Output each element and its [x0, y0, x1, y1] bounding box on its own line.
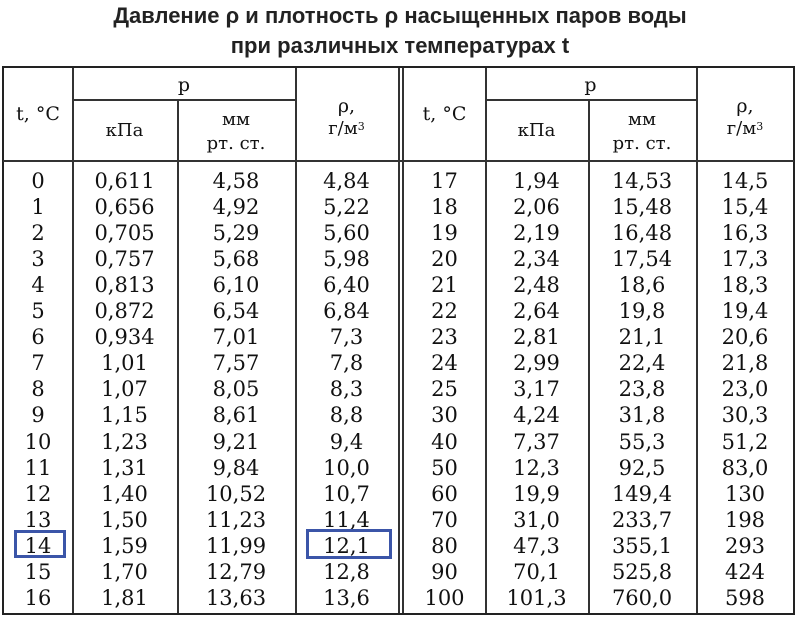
- table-cell: 22: [431, 299, 458, 324]
- table-cell: 8,05: [212, 377, 260, 402]
- table-cell: 10,52: [205, 481, 267, 506]
- table-cell: 15: [24, 559, 52, 584]
- table-cell: 1,15: [101, 403, 148, 428]
- table-cell: 2: [31, 221, 45, 246]
- table-cell: 12,1: [323, 533, 370, 558]
- table-cell: 12,79: [205, 559, 267, 584]
- table-cell: 12,8: [323, 559, 370, 584]
- table-cell: 7,01: [212, 325, 260, 350]
- table-cell: 1,07: [101, 377, 148, 402]
- table-cell: 2,81: [513, 325, 560, 350]
- header-mm-unit-right: рт. ст.: [612, 133, 672, 154]
- table-cell: 30,3: [721, 403, 769, 428]
- table-cell: 0,872: [94, 299, 155, 324]
- table-title-line1: Давление ρ и плотность ρ насыщенных паров воды: [113, 3, 687, 28]
- table-cell: 6: [31, 325, 45, 350]
- table-cell: 10,7: [323, 481, 370, 506]
- table-cell: 21,8: [721, 351, 769, 376]
- table-cell: 14,5: [721, 169, 769, 193]
- table-cell: 6,10: [212, 273, 260, 298]
- table-cell: 92,5: [618, 455, 666, 480]
- table-cell: 19,9: [513, 481, 560, 506]
- header-kpa: кПа: [105, 120, 144, 141]
- table-cell: 1,81: [101, 585, 148, 610]
- table-cell: 51,2: [721, 429, 769, 454]
- header-mm: мм: [221, 109, 250, 130]
- table-cell: 19,8: [618, 299, 666, 324]
- table-cell: 16,48: [611, 221, 673, 246]
- table-cell: 4,24: [513, 403, 560, 428]
- table-cell: 424: [724, 559, 766, 584]
- table-cell: 19,4: [721, 299, 769, 324]
- table-cell: 23,8: [618, 377, 666, 402]
- table-cell: 8,8: [329, 403, 364, 428]
- table-cell: 5,98: [323, 247, 370, 272]
- table-cell: 0,705: [94, 221, 155, 246]
- header-mm-unit: рт. ст.: [206, 133, 266, 154]
- table-cell: 0,813: [94, 273, 155, 298]
- table-cell: 8: [31, 377, 45, 402]
- table-cell: 2,06: [513, 195, 560, 220]
- table-cell: 80: [431, 533, 458, 558]
- table-cell: 70: [431, 507, 458, 532]
- table-cell: 760,0: [611, 585, 673, 610]
- header-t-right: t, °C: [422, 103, 467, 125]
- table-cell: 20,6: [721, 325, 769, 350]
- table-cell: 55,3: [618, 429, 666, 454]
- table-cell: 18: [431, 195, 458, 220]
- table-cell: 1,40: [101, 481, 148, 506]
- table-cell: 525,8: [611, 559, 673, 584]
- table-cell: 355,1: [611, 533, 673, 558]
- table-cell: 0,611: [94, 169, 155, 193]
- table-cell: 17,3: [721, 247, 769, 272]
- table-cell: 3,17: [513, 377, 560, 402]
- table-cell: 15,48: [611, 195, 673, 220]
- table-cell: 15,4: [721, 195, 769, 220]
- table-cell: 100: [424, 585, 465, 610]
- table-cell: 5,68: [212, 247, 260, 272]
- table-cell: 17,54: [611, 247, 673, 272]
- table-cell: 83,0: [721, 455, 769, 480]
- table-cell: 13: [24, 507, 52, 532]
- divider: [485, 99, 697, 101]
- table-cell: 23,0: [721, 377, 769, 402]
- table-cell: 50: [431, 455, 458, 480]
- table-cell: 5: [31, 299, 45, 324]
- table-cell: 21,1: [618, 325, 666, 350]
- table-cell: 101,3: [506, 585, 567, 610]
- table-cell: 6,54: [212, 299, 260, 324]
- table-cell: 21: [431, 273, 458, 298]
- table-cell: 19: [431, 221, 458, 246]
- table-cell: 6,84: [323, 299, 370, 324]
- table-cell: 3: [31, 247, 45, 272]
- table-cell: 0,934: [94, 325, 155, 350]
- table-cell: 293: [724, 533, 766, 558]
- table-cell: 7,57: [212, 351, 260, 376]
- divider: [72, 99, 296, 101]
- table-cell: 10,0: [323, 455, 370, 480]
- table-cell: 5,60: [323, 221, 370, 246]
- header-rho-unit: $г/м^3$: [328, 118, 365, 139]
- table-cell: 6,40: [323, 273, 370, 298]
- table-cell: 11,99: [205, 533, 267, 558]
- header-kpa-right: кПа: [517, 120, 556, 141]
- table-cell: 0,656: [94, 195, 155, 220]
- header-rho: ρ,: [337, 95, 356, 117]
- table-cell: 40: [431, 429, 458, 454]
- table-cell: 4: [31, 273, 45, 298]
- table-cell: 1: [31, 195, 45, 220]
- divider: [3, 160, 794, 162]
- table-cell: 24: [431, 351, 458, 376]
- divider: [398, 68, 400, 613]
- highlight-box-t14: [14, 530, 66, 558]
- table-cell: 70,1: [513, 559, 560, 584]
- table-cell: 31,0: [513, 507, 560, 532]
- table-cell: 4,84: [323, 169, 370, 193]
- table-cell: 12,3: [513, 455, 560, 480]
- table-cell: 1,31: [101, 455, 148, 480]
- table-cell: 18,6: [618, 273, 666, 298]
- header-p-right: p: [584, 74, 597, 96]
- table-cell: 13,6: [323, 585, 370, 610]
- table-cell: 1,23: [101, 429, 148, 454]
- table-cell: 18,3: [721, 273, 769, 298]
- table-cell: 23: [431, 325, 458, 350]
- table-cell: 1,94: [513, 169, 560, 193]
- table-cell: 149,4: [611, 481, 673, 506]
- table-cell: 1,50: [101, 507, 148, 532]
- table-cell: 11: [24, 455, 52, 480]
- table-cell: 16: [24, 585, 52, 610]
- table-cell: 4,92: [212, 195, 260, 220]
- table-cell: 9,4: [329, 429, 364, 454]
- table-cell: 2,34: [513, 247, 560, 272]
- table-title-line2: при различных температурах t: [230, 33, 570, 58]
- table-cell: 60: [431, 481, 458, 506]
- highlight-box-rho14: [306, 529, 392, 559]
- table-cell: 20: [431, 247, 458, 272]
- table-cell: 30: [431, 403, 458, 428]
- header-rho-unit-right: $г/м^3$: [726, 118, 764, 139]
- table-cell: 598: [724, 585, 766, 610]
- header-p: p: [177, 74, 191, 96]
- table-cell: 11,4: [323, 507, 370, 532]
- table-cell: 5,22: [323, 195, 370, 220]
- table-cell: 8,3: [329, 377, 364, 402]
- header-mm-right: мм: [627, 109, 656, 130]
- table-cell: 2,99: [513, 351, 560, 376]
- table-cell: 0: [31, 169, 45, 193]
- table-cell: 11,23: [205, 507, 267, 532]
- table-cell: 9: [31, 403, 45, 428]
- table-cell: 7: [31, 351, 45, 376]
- table-cell: 16,3: [721, 221, 769, 246]
- table-cell: 7,8: [329, 351, 364, 376]
- table-cell: 22,4: [618, 351, 666, 376]
- table-cell: 8,61: [212, 403, 260, 428]
- table-cell: 14,53: [611, 169, 673, 193]
- table-cell: 90: [431, 559, 458, 584]
- table-cell: 10: [24, 429, 52, 454]
- table-cell: 233,7: [611, 507, 673, 532]
- table-cell: 31,8: [618, 403, 666, 428]
- table-cell: 9,84: [212, 455, 260, 480]
- table-cell: 17: [431, 169, 458, 193]
- table-cell: 7,37: [513, 429, 560, 454]
- header-t: t, °C: [16, 103, 60, 125]
- table-cell: 9,21: [212, 429, 260, 454]
- table-cell: 1,59: [101, 533, 148, 558]
- table-cell: 12: [24, 481, 52, 506]
- table-cell: 7,3: [329, 325, 364, 350]
- table-cell: 130: [724, 481, 766, 506]
- table-cell: 198: [724, 507, 766, 532]
- table-cell: 0,757: [94, 247, 155, 272]
- table-cell: 1,70: [101, 559, 148, 584]
- table-cell: 14: [24, 533, 52, 558]
- table-cell: 47,3: [513, 533, 560, 558]
- table-cell: 13,63: [205, 585, 267, 610]
- table-cell: 2,64: [513, 299, 560, 324]
- table-cell: 1,01: [101, 351, 148, 376]
- header-rho-right: ρ,: [736, 95, 754, 117]
- table-cell: 25: [431, 377, 458, 402]
- table-cell: 2,19: [513, 221, 560, 246]
- table-cell: 2,48: [513, 273, 560, 298]
- table-cell: 5,29: [212, 221, 260, 246]
- table-cell: 4,58: [212, 169, 260, 193]
